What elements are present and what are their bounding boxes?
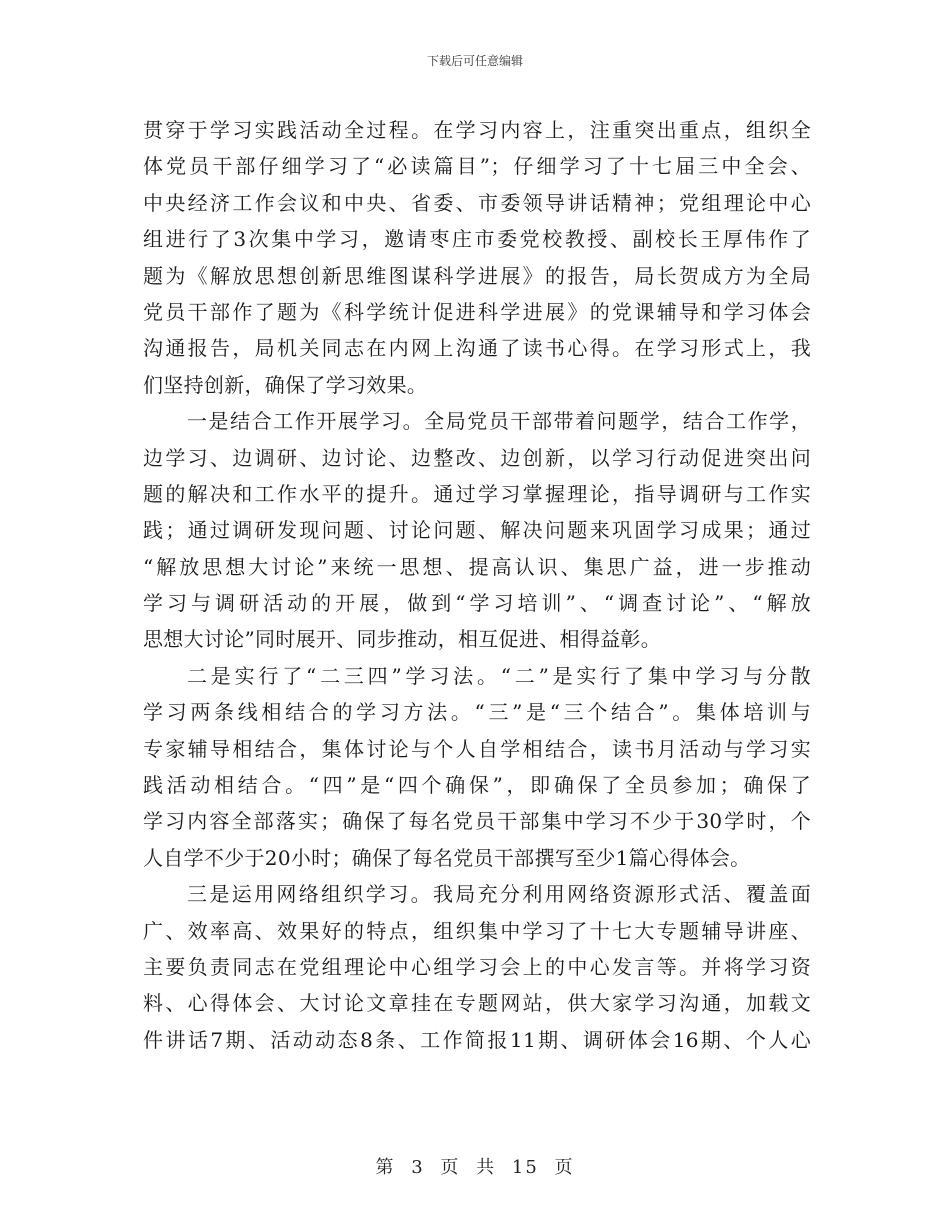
paragraph-line: 专家辅导相结合，集体讨论与个人自学相结合，读书月活动与学习实 bbox=[143, 736, 811, 761]
paragraph-line: 践；通过调研发现问题、讨论问题、解决问题来巩固学习成果；通过 bbox=[143, 518, 811, 543]
paragraph-line: 沟通报告，局机关同志在内网上沟通了读书心得。在学习形式上，我 bbox=[143, 336, 811, 361]
footer-label-total: 共 bbox=[476, 1157, 497, 1178]
footer-label-ye: 页 bbox=[440, 1157, 461, 1178]
paragraph-line: 思想大讨论”同时展开、同步推动，相互促进、相得益彰。 bbox=[143, 627, 662, 652]
paragraph-line: 广、效率高、效果好的特点，组织集中学习了十七大专题辅导讲座、 bbox=[143, 918, 811, 943]
paragraph-first-line: 一是结合工作开展学习。全局党员干部带着问题学，结合工作学， bbox=[187, 409, 811, 434]
paragraph-line: 践活动相结合。“四”是“四个确保”，即确保了全员参加；确保了 bbox=[143, 773, 811, 798]
document-body bbox=[143, 112, 811, 1058]
paragraph-line: 边学习、边调研、边讨论、边整改、边创新，以学习行动促进突出问 bbox=[143, 445, 811, 470]
paragraph-line: 们坚持创新，确保了学习效果。 bbox=[143, 372, 428, 397]
paragraph-line: 人自学不少于20小时；确保了每名党员干部撰写至少1篇心得体会。 bbox=[143, 845, 751, 870]
page-footer bbox=[0, 1153, 950, 1179]
paragraph-line: 题的解决和工作水平的提升。通过学习掌握理论，指导调研与工作实 bbox=[143, 481, 811, 506]
paragraph-line: 中央经济工作会议和中央、省委、市委领导讲话精神；党组理论中心 bbox=[143, 190, 811, 215]
paragraph-line: 体党员干部仔细学习了“必读篇目”；仔细学习了十七届三中全会、 bbox=[143, 154, 811, 179]
paragraph-line: 学习内容全部落实；确保了每名党员干部集中学习不少于30学时，个 bbox=[143, 809, 811, 834]
paragraph-first-line: 二是实行了“二三四”学习法。“二”是实行了集中学习与分散 bbox=[187, 663, 811, 688]
paragraph-line: 贯穿于学习实践活动全过程。在学习内容上，注重突出重点，组织全 bbox=[143, 118, 811, 142]
paragraph-first-line: 三是运用网络组织学习。我局充分利用网络资源形式活、覆盖面 bbox=[187, 882, 811, 907]
paragraph-line: 学习两条线相结合的学习方法。“三”是“三个结合”。集体培训与 bbox=[143, 700, 811, 725]
footer-label-page: 第 bbox=[375, 1157, 396, 1178]
page-header-note: 下载后可任意编辑 bbox=[426, 54, 523, 68]
footer-total-pages: 15 bbox=[511, 1157, 539, 1178]
footer-current-page: 3 bbox=[411, 1157, 425, 1178]
paragraph-line: 料、心得体会、大讨论文章挂在专题网站，供大家学习沟通，加载文 bbox=[143, 991, 811, 1016]
paragraph-line: “解放思想大讨论”来统一思想、提高认识、集思广益，进一步推动 bbox=[143, 554, 811, 579]
paragraph-line: 件讲话7期、活动动态8条、工作简报11期、调研体会16期、个人心 bbox=[143, 1027, 811, 1052]
footer-label-ye2: 页 bbox=[554, 1157, 575, 1178]
paragraph-line: 学习与调研活动的开展，做到“学习培训”、“调查讨论”、“解放 bbox=[143, 591, 811, 616]
paragraph-line: 主要负责同志在党组理论中心组学习会上的中心发言等。并将学习资 bbox=[143, 954, 811, 979]
paragraph-line: 党员干部作了题为《科学统计促进科学进展》的党课辅导和学习体会 bbox=[143, 299, 811, 324]
paragraph-line: 组进行了3次集中学习，邀请枣庄市委党校教授、副校长王厚伟作了 bbox=[143, 227, 811, 252]
paragraph-line: 题为《解放思想创新思维图谋科学进展》的报告，局长贺成方为全局 bbox=[143, 263, 811, 288]
